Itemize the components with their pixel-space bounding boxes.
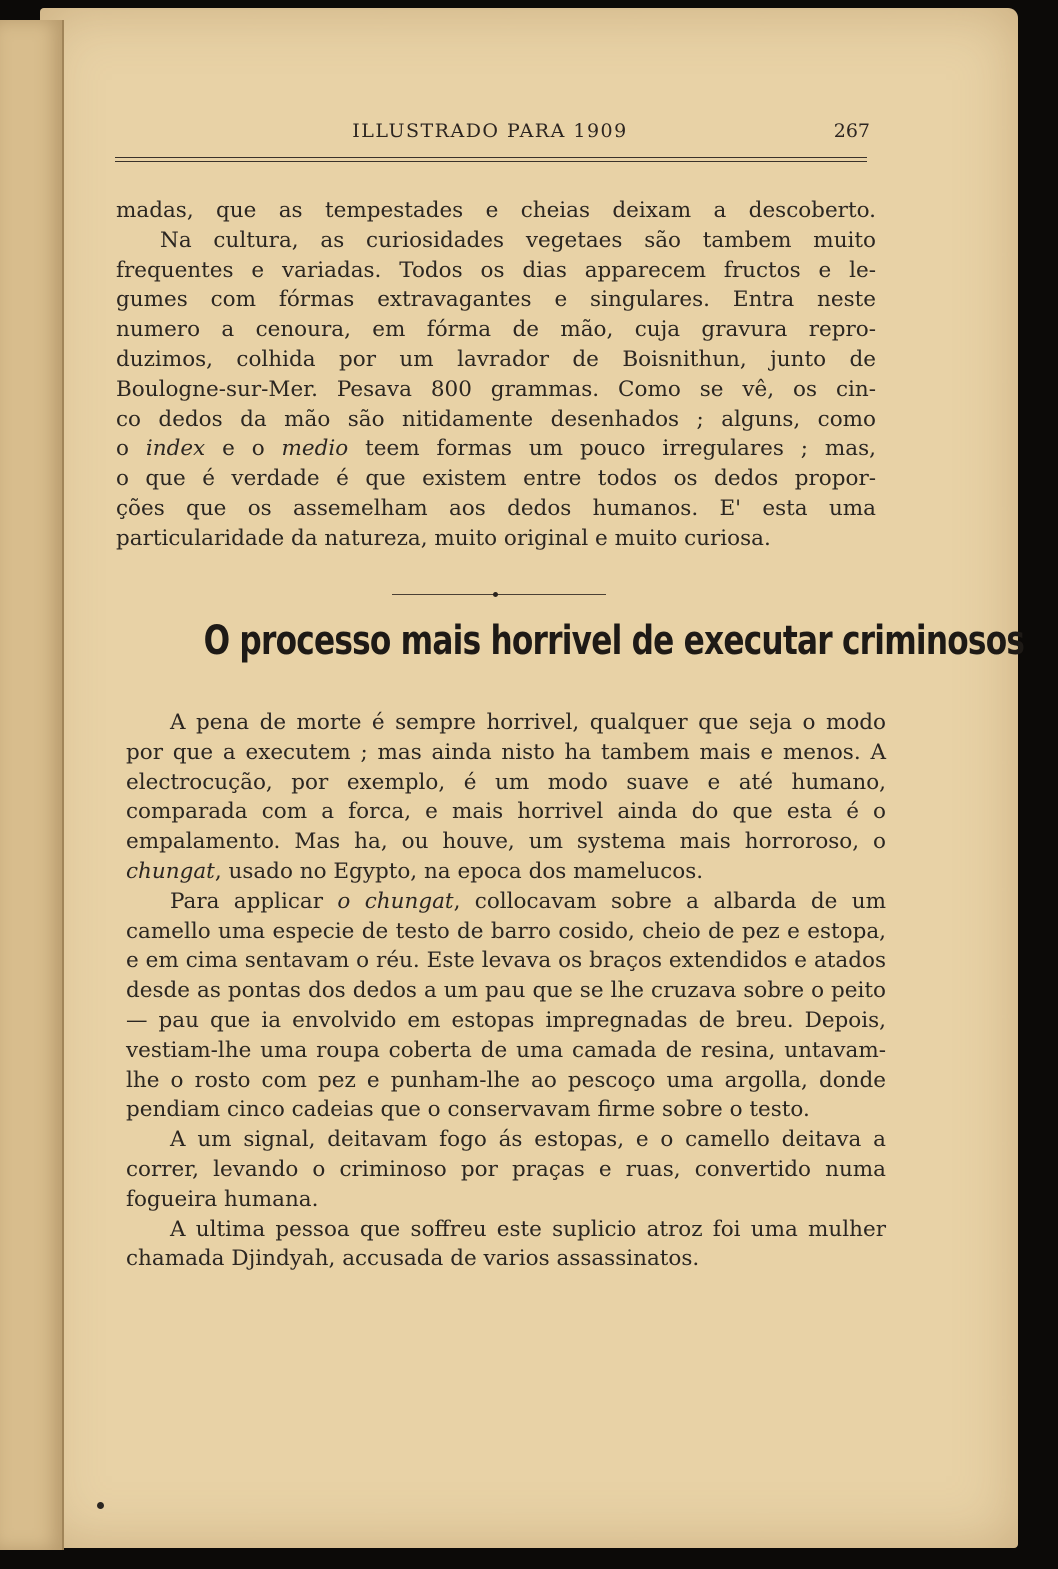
section-divider bbox=[392, 593, 606, 597]
header-rule bbox=[115, 157, 867, 162]
text-line: duzimos, colhida por um lavrador de Boisnithun, junto de bbox=[116, 346, 876, 372]
previous-article-ending bbox=[116, 196, 876, 554]
text-line: particularidade da natureza, muito original e muito curiosa. bbox=[116, 525, 771, 551]
article-paragraph: A pena de morte é sempre horrivel, qualquer que seja o modo por que a executem ; mas ainda nisto ha tambem mais e menos. A electrocução, por exemplo, é um modo suave e até humano, comparada com a forca, e mais horrivel ainda do que esta é o empalamento. Mas ha, ou houve, um systema mais horroroso, o chungat, usado no Egypto, na epoca dos mamelucos. bbox=[126, 710, 886, 884]
previous-article-text bbox=[116, 196, 876, 554]
ink-spot bbox=[97, 1502, 104, 1509]
text-line: o index e o medio teem formas um pouco irregulares ; mas, bbox=[116, 436, 876, 462]
page-header bbox=[110, 118, 870, 158]
article-paragraph: Para applicar o chungat, collocavam sobre a albarda de um camello uma especie de testo de barro cosido, cheio de pez e estopa, e em cima sentavam o réu. Este levava os braços extendidos e atados desde as pontas dos dedos a um pau que se lhe cruzava sobre o peito — pau que ia envolvido em estopas impregnadas de breu. Depois, vestiam-lhe uma roupa coberta de uma camada de resina, untavam-lhe o rosto com pez e punham-lhe ao pescoço uma argolla, donde pendiam cinco cadeias que o conservavam firme sobre o testo. bbox=[126, 888, 886, 1123]
text-line: gumes com fórmas extravagantes e singulares. Entra neste bbox=[116, 287, 876, 313]
text-line: o que é verdade é que existem entre todos os dedos propor- bbox=[116, 466, 876, 492]
running-title: ILLUSTRADO PARA 1909 bbox=[352, 120, 628, 142]
divider-ornament bbox=[493, 592, 498, 597]
facing-page-edge bbox=[0, 20, 64, 1550]
text-line: Boulogne-sur-Mer. Pesava 800 grammas. Como se vê, os cin- bbox=[116, 376, 876, 402]
text-line: numero a cenoura, em fórma de mão, cuja gravura repro- bbox=[116, 317, 876, 343]
article-headline: O processo mais horrivel de executar criminosos bbox=[203, 618, 1025, 664]
article-body bbox=[126, 708, 886, 1274]
text-line: frequentes e variadas. Todos os dias apparecem fructos e le- bbox=[116, 257, 876, 283]
article-paragraph: A um signal, deitavam fogo ás estopas, e o camello deitava a correr, levando o criminoso por praças e ruas, convertido numa fogueira humana. bbox=[126, 1127, 886, 1212]
text-line: co dedos da mão são nitidamente desenhados ; alguns, como bbox=[116, 406, 876, 432]
text-line: Na cultura, as curiosidades vegetaes são tambem muito bbox=[160, 227, 876, 253]
text-line: madas, que as tempestades e cheias deixam a descoberto. bbox=[116, 198, 876, 223]
text-line: ções que os assemelham aos dedos humanos. E' esta uma bbox=[116, 495, 876, 521]
page-number: 267 bbox=[833, 120, 870, 142]
article-paragraph: A ultima pessoa que soffreu este suplicio atroz foi uma mulher chamada Djindyah, accusada de varios assassinatos. bbox=[126, 1216, 886, 1272]
